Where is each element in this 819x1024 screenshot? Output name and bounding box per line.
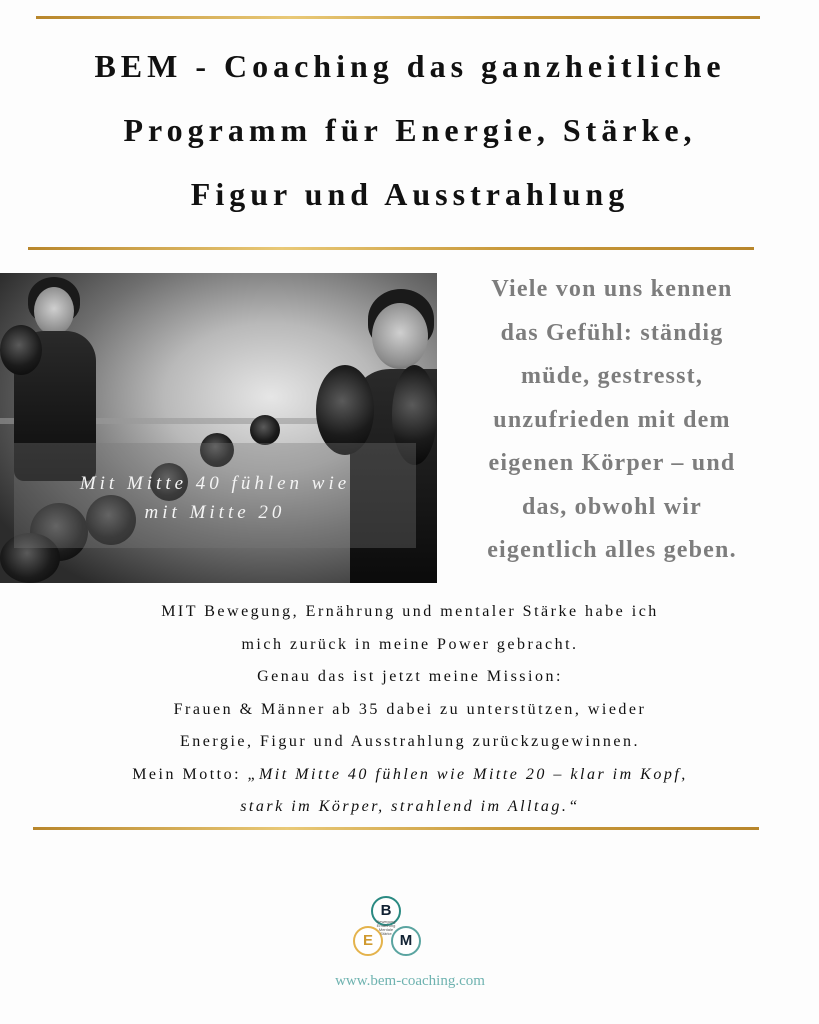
intro-line: unzufrieden mit dem [493,406,731,433]
title-line-3: Figur und Ausstrahlung [190,176,630,212]
intro-line: müde, gestresst, [520,363,704,389]
intro-line: das Gefühl: ständig [500,319,724,346]
intro-line: eigenen Körper – und [488,450,736,476]
fitness-photo [0,273,437,583]
mission-line-5: Energie, Figur und Ausstrahlung zurückzugewinnen. [180,733,640,750]
photo-caption [14,469,416,527]
mission-line-2: mich zurück in meine Power gebracht. [241,635,579,653]
logo-m-circle: M [391,926,421,956]
right-dumbbell [316,365,374,455]
intro-paragraph [462,268,762,573]
left-person-face [34,287,74,335]
motto-line-1 [20,759,800,792]
motto-quote-start: „Mit Mitte 40 fühlen wie Mitte 20 – klar im Kopf, [247,765,688,783]
mission-line-3: Genau das ist jetzt meine Mission: [257,668,563,685]
bottom-gold-divider [33,827,759,830]
intro-line: das, obwohl wir [521,493,703,520]
motto-line-2: stark im Körper, strahlend im Alltag.“ [240,798,580,815]
logo-small-text: Bewegung Ernährung Mentale Stärke [376,919,396,936]
caption-line-2: mit Mitte 20 [144,502,286,523]
left-dumbbell [0,325,42,375]
title-line-2: Programm für Energie, Stärke, [123,112,697,148]
intro-line: eigentlich alles geben. [487,537,737,563]
right-person-face [372,303,428,369]
intro-line: Viele von uns kennen [491,276,733,302]
bem-logo [351,896,423,956]
caption-line-1: Mit Mitte 40 fühlen wie [79,473,351,494]
website-url[interactable]: www.bem-coaching.com [335,973,485,989]
title-line-1: BEM - Coaching das ganzheitliche [94,48,726,84]
top-gold-divider [36,16,760,19]
middle-gold-divider [28,247,754,250]
mission-line-1: MIT Bewegung, Ernährung und mentaler Stärke habe ich [161,603,659,620]
logo-e-circle: E [353,926,383,956]
page-title [20,34,800,226]
mission-line-4: Frauen & Männer ab 35 dabei zu unterstützen, wieder [173,700,647,718]
motto-prefix: Mein Motto: [132,765,248,783]
logo-b-circle: B [371,896,401,926]
mission-paragraph [20,596,800,824]
